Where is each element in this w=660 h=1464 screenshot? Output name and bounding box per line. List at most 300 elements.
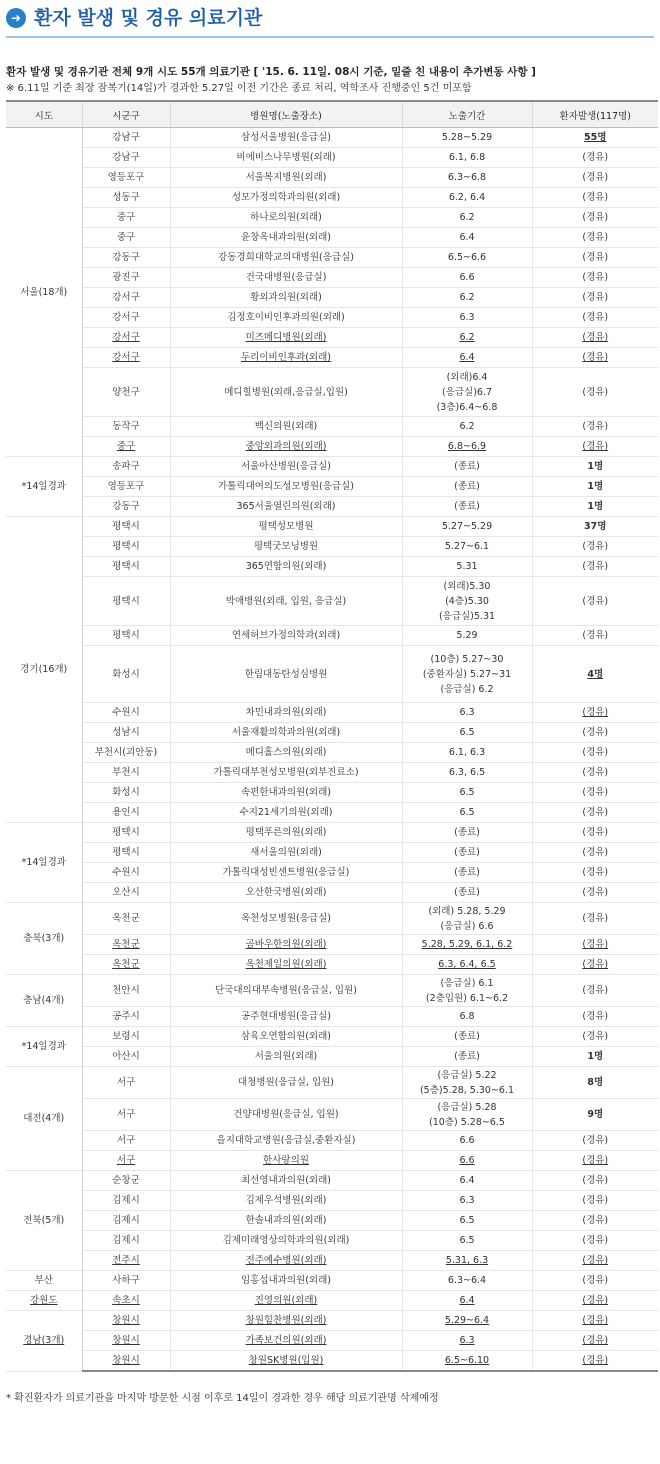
period-cell: 5.28, 5.29, 6.1, 6.2 [402, 935, 532, 955]
hospital-cell: 중앙외과의원(외래) [170, 437, 402, 457]
period-cell: 6.3, 6.5 [402, 763, 532, 783]
period-cell: 6.3 [402, 1191, 532, 1211]
hospital-cell: 전주예수병원(외래) [170, 1251, 402, 1271]
sigungu-cell: 강남구 [82, 148, 170, 168]
patients-cell: 1명 [532, 497, 658, 517]
period-cell: 6.6 [402, 268, 532, 288]
patients-cell: (경유) [532, 1271, 658, 1291]
period-cell: (종료) [402, 823, 532, 843]
hospital-cell: 가톨릭대성빈센트병원(응급실) [170, 863, 402, 883]
patients-cell: (경유) [532, 1231, 658, 1251]
sido-cell: 부산 [6, 1271, 82, 1291]
table-row [6, 128, 658, 148]
table-row [6, 368, 658, 417]
hospital-cell: 365서울열린의원(외래) [170, 497, 402, 517]
period-cell: 6.2 [402, 208, 532, 228]
hospital-cell: 메디힐병원(외래,응급실,입원) [170, 368, 402, 417]
sigungu-cell: 부천시(괴안동) [82, 743, 170, 763]
sigungu-cell: 창원시 [82, 1351, 170, 1372]
table-row [6, 477, 658, 497]
patients-cell: (경유) [532, 1131, 658, 1151]
period-cell: 6.3 [402, 1331, 532, 1351]
sigungu-cell: 송파구 [82, 457, 170, 477]
table-row [6, 1351, 658, 1372]
table-row [6, 248, 658, 268]
sigungu-cell: 화성시 [82, 646, 170, 703]
patients-cell: 37명 [532, 517, 658, 537]
period-cell: (응급실) 5.28 (10층) 5.28~6.5 [402, 1099, 532, 1131]
hospital-cell: 강동경희대학교의대병원(응급실) [170, 248, 402, 268]
table-row [6, 1211, 658, 1231]
sigungu-cell: 강서구 [82, 308, 170, 328]
patients-cell: (경유) [532, 935, 658, 955]
patients-cell: 1명 [532, 477, 658, 497]
sigungu-cell: 성동구 [82, 188, 170, 208]
sigungu-cell: 옥천군 [82, 935, 170, 955]
hospital-cell: 한림대동탄성심병원 [170, 646, 402, 703]
sigungu-cell: 평택시 [82, 823, 170, 843]
period-cell: (응급실) 5.22 (5층)5.28, 5.30~6.1 [402, 1067, 532, 1099]
sido-cell: *14일경과 [6, 1027, 82, 1067]
table-row [6, 723, 658, 743]
sigungu-cell: 창원시 [82, 1331, 170, 1351]
period-cell: 6.3~6.8 [402, 168, 532, 188]
patients-cell: (경유) [532, 288, 658, 308]
hospital-cell: 새서울의원(외래) [170, 843, 402, 863]
sigungu-cell: 중구 [82, 228, 170, 248]
page-title: 환자 발생 및 경유 의료기관 [34, 7, 263, 29]
patients-cell: (경유) [532, 1007, 658, 1027]
patients-cell: (경유) [532, 1171, 658, 1191]
sigungu-cell: 옥천군 [82, 955, 170, 975]
sigungu-cell: 창원시 [82, 1311, 170, 1331]
hospital-table [6, 100, 658, 1372]
period-cell: 6.8~6.9 [402, 437, 532, 457]
sido-cell: 강원도 [6, 1291, 82, 1311]
table-row [6, 537, 658, 557]
patients-cell: 4명 [532, 646, 658, 703]
patients-cell: (경유) [532, 955, 658, 975]
table-row [6, 188, 658, 208]
table-row [6, 763, 658, 783]
patients-cell: (경유) [532, 975, 658, 1007]
period-cell: (종료) [402, 457, 532, 477]
sigungu-cell: 오산시 [82, 883, 170, 903]
period-cell: 6.2 [402, 328, 532, 348]
hospital-cell: 삼육오연합의원(외래) [170, 1027, 402, 1047]
hospital-cell: 김제우석병원(외래) [170, 1191, 402, 1211]
period-cell: 6.4 [402, 228, 532, 248]
table-row [6, 1099, 658, 1131]
table-row [6, 626, 658, 646]
sigungu-cell: 옥천군 [82, 903, 170, 935]
period-cell: 6.2 [402, 417, 532, 437]
period-cell: 6.6 [402, 1151, 532, 1171]
table-row [6, 1191, 658, 1211]
sigungu-cell: 김제시 [82, 1231, 170, 1251]
table-row [6, 228, 658, 248]
hospital-cell: 대청병원(응급실, 입원) [170, 1067, 402, 1099]
table-row [6, 975, 658, 1007]
period-cell: 5.31, 6.3 [402, 1251, 532, 1271]
period-cell: 6.4 [402, 1171, 532, 1191]
sido-cell: 경남(3개) [6, 1311, 82, 1372]
patients-cell: (경유) [532, 208, 658, 228]
period-cell: 6.8 [402, 1007, 532, 1027]
sigungu-cell: 서구 [82, 1131, 170, 1151]
hospital-cell: 공주현대병원(응급실) [170, 1007, 402, 1027]
table-row [6, 1131, 658, 1151]
hospital-cell: 박애병원(외래, 입원, 응급실) [170, 577, 402, 626]
table-row [6, 646, 658, 703]
hospital-cell: 평택푸른의원(외래) [170, 823, 402, 843]
hospital-cell: 연세허브가정의학과(외래) [170, 626, 402, 646]
hospital-cell: 윤창옥내과의원(외래) [170, 228, 402, 248]
patients-cell: (경유) [532, 843, 658, 863]
patients-cell: (경유) [532, 577, 658, 626]
patients-cell: (경유) [532, 803, 658, 823]
hospital-cell: 옥천성모병원(응급실) [170, 903, 402, 935]
table-row [6, 457, 658, 477]
hospital-cell: 서울아산병원(응급실) [170, 457, 402, 477]
patients-cell: 1명 [532, 457, 658, 477]
period-cell: 6.5~6.10 [402, 1351, 532, 1372]
sigungu-cell: 김제시 [82, 1191, 170, 1211]
table-row [6, 1251, 658, 1271]
patients-cell: (경유) [532, 248, 658, 268]
sigungu-cell: 김제시 [82, 1211, 170, 1231]
table-row [6, 417, 658, 437]
table-row [6, 437, 658, 457]
sigungu-cell: 영등포구 [82, 168, 170, 188]
sido-cell: 충북(3개) [6, 903, 82, 975]
patients-cell: (경유) [532, 743, 658, 763]
title-divider [6, 36, 654, 38]
hospital-cell: 건국대병원(응급실) [170, 268, 402, 288]
hospital-cell: 서울복지병원(외래) [170, 168, 402, 188]
table-row [6, 703, 658, 723]
sigungu-cell: 영등포구 [82, 477, 170, 497]
table-row [6, 1007, 658, 1027]
table-body [6, 128, 658, 1372]
hospital-cell: 비에비스나무병원(외래) [170, 148, 402, 168]
table-row [6, 348, 658, 368]
table-row [6, 1311, 658, 1331]
table-row [6, 903, 658, 935]
period-cell: 6.2, 6.4 [402, 188, 532, 208]
sigungu-cell: 양천구 [82, 368, 170, 417]
patients-cell: (경유) [532, 1151, 658, 1171]
period-cell: 5.29 [402, 626, 532, 646]
table-row [6, 268, 658, 288]
sigungu-cell: 서구 [82, 1099, 170, 1131]
period-cell: 6.3~6.4 [402, 1271, 532, 1291]
period-cell: 6.3 [402, 703, 532, 723]
sido-cell: 전북(5개) [6, 1171, 82, 1271]
sigungu-cell: 평택시 [82, 557, 170, 577]
patients-cell: (경유) [532, 417, 658, 437]
hospital-cell: 황외과의원(외래) [170, 288, 402, 308]
table-row [6, 955, 658, 975]
patients-cell: (경유) [532, 1351, 658, 1372]
hospital-cell: 성모가정의학과의원(외래) [170, 188, 402, 208]
period-cell: (외래)6.4 (응급실)6.7 (3층)6.4~6.8 [402, 368, 532, 417]
table-header-row [6, 101, 658, 128]
table-row [6, 497, 658, 517]
table-row [6, 883, 658, 903]
period-cell: 6.6 [402, 1131, 532, 1151]
table-row [6, 168, 658, 188]
footnote: * 확진환자가 의료기관을 마지막 방문한 시점 이후로 14일이 경과한 경우 해당 의료기관명 삭제예정 [6, 1393, 439, 1404]
patients-cell: (경유) [532, 723, 658, 743]
hospital-cell: 임홍섭내과의원(외래) [170, 1271, 402, 1291]
sigungu-cell: 속초시 [82, 1291, 170, 1311]
header-sido: 시도 [6, 101, 82, 128]
sigungu-cell: 강남구 [82, 128, 170, 148]
header-hospital: 병원명(노출장소) [170, 101, 402, 128]
hospital-cell: 수지21세기의원(외래) [170, 803, 402, 823]
sido-cell: 충남(4개) [6, 975, 82, 1027]
period-cell: 6.4 [402, 1291, 532, 1311]
sigungu-cell: 보령시 [82, 1027, 170, 1047]
patients-cell: (경유) [532, 1027, 658, 1047]
period-cell: 5.31 [402, 557, 532, 577]
sigungu-cell: 부천시 [82, 763, 170, 783]
hospital-cell: 서울의원(외래) [170, 1047, 402, 1067]
patients-cell: (경유) [532, 148, 658, 168]
patients-cell: (경유) [532, 1291, 658, 1311]
patients-cell: 1명 [532, 1047, 658, 1067]
patients-cell: (경유) [532, 823, 658, 843]
hospital-cell: 김정호이비인후과의원(외래) [170, 308, 402, 328]
hospital-cell: 최선영내과의원(외래) [170, 1171, 402, 1191]
table-row [6, 823, 658, 843]
sido-cell: *14일경과 [6, 457, 82, 517]
sigungu-cell: 화성시 [82, 783, 170, 803]
sigungu-cell: 중구 [82, 437, 170, 457]
sigungu-cell: 서구 [82, 1067, 170, 1099]
patients-cell: 9명 [532, 1099, 658, 1131]
table-row [6, 803, 658, 823]
period-cell: (종료) [402, 1027, 532, 1047]
patients-cell: (경유) [532, 863, 658, 883]
hospital-cell: 건양대병원(응급실, 입원) [170, 1099, 402, 1131]
sido-cell: *14일경과 [6, 823, 82, 903]
period-cell: 6.5~6.6 [402, 248, 532, 268]
patients-cell: (경유) [532, 883, 658, 903]
sigungu-cell: 공주시 [82, 1007, 170, 1027]
period-cell: (외래)5.30 (4층)5.30 (응급실)5.31 [402, 577, 532, 626]
sido-cell: 서울(18개) [6, 128, 82, 457]
sigungu-cell: 수원시 [82, 863, 170, 883]
table-row [6, 935, 658, 955]
header-sigungu: 시군구 [82, 101, 170, 128]
period-cell: (종료) [402, 1047, 532, 1067]
sigungu-cell: 강동구 [82, 248, 170, 268]
hospital-cell: 속편한내과의원(외래) [170, 783, 402, 803]
patients-cell: (경유) [532, 348, 658, 368]
hospital-cell: 하나로의원(외래) [170, 208, 402, 228]
table-row [6, 328, 658, 348]
sigungu-cell: 중구 [82, 208, 170, 228]
table-row [6, 1331, 658, 1351]
table-row [6, 517, 658, 537]
period-cell: 6.3, 6.4, 6.5 [402, 955, 532, 975]
sigungu-cell: 평택시 [82, 517, 170, 537]
period-cell: 6.5 [402, 783, 532, 803]
sigungu-cell: 평택시 [82, 577, 170, 626]
hospital-cell: 단국대의대부속병원(응급실, 입원) [170, 975, 402, 1007]
table-row [6, 1027, 658, 1047]
table-row [6, 1171, 658, 1191]
table-row [6, 1151, 658, 1171]
hospital-cell: 평택굿모닝병원 [170, 537, 402, 557]
period-cell: (응급실) 6.1 (2층입원) 6.1~6.2 [402, 975, 532, 1007]
hospital-cell: 진영의원(외래) [170, 1291, 402, 1311]
sigungu-cell: 평택시 [82, 843, 170, 863]
patients-cell: (경유) [532, 368, 658, 417]
hospital-cell: 평택성모병원 [170, 517, 402, 537]
sigungu-cell: 전주시 [82, 1251, 170, 1271]
header-patients: 환자발생(117명) [532, 101, 658, 128]
period-cell: 6.2 [402, 288, 532, 308]
sigungu-cell: 강서구 [82, 288, 170, 308]
period-cell: 6.5 [402, 1231, 532, 1251]
patients-cell: (경유) [532, 1331, 658, 1351]
sigungu-cell: 서구 [82, 1151, 170, 1171]
period-cell: 5.27~5.29 [402, 517, 532, 537]
table-row [6, 208, 658, 228]
hospital-cell: 삼성서울병원(응급실) [170, 128, 402, 148]
patients-cell: (경유) [532, 328, 658, 348]
hospital-cell: 가톨릭대부천성모병원(외부진료소) [170, 763, 402, 783]
table-row [6, 843, 658, 863]
period-cell: (10층) 5.27~30 (중환자실) 5.27~31 (응급실) 6.2 [402, 646, 532, 703]
period-cell: 5.29~6.4 [402, 1311, 532, 1331]
period-cell: (종료) [402, 843, 532, 863]
patients-cell: (경유) [532, 763, 658, 783]
page-header [6, 4, 654, 38]
hospital-cell: 서울재활의학과의원(외래) [170, 723, 402, 743]
hospital-cell: 365연합의원(외래) [170, 557, 402, 577]
patients-cell: (경유) [532, 626, 658, 646]
table-row [6, 1047, 658, 1067]
patients-cell: (경유) [532, 268, 658, 288]
sigungu-cell: 광진구 [82, 268, 170, 288]
patients-cell: 55명 [532, 128, 658, 148]
hospital-cell: 백신의원(외래) [170, 417, 402, 437]
hospital-cell: 가톨릭대여의도성모병원(응급실) [170, 477, 402, 497]
hospital-cell: 창원힘찬병원(외래) [170, 1311, 402, 1331]
patients-cell: 8명 [532, 1067, 658, 1099]
sigungu-cell: 천안시 [82, 975, 170, 1007]
table-row [6, 148, 658, 168]
period-cell: 6.5 [402, 723, 532, 743]
period-cell: 6.1, 6.8 [402, 148, 532, 168]
patients-cell: (경유) [532, 228, 658, 248]
sido-cell: 대전(4개) [6, 1067, 82, 1171]
hospital-cell: 미즈메디병원(외래) [170, 328, 402, 348]
summary-line: 환자 발생 및 경유기관 전체 9개 시도 55개 의료기관 [ '15. 6. 11일. 08시 기준, 밑줄 친 내용이 추가변동 사항 ] [6, 66, 536, 78]
header-period: 노출기간 [402, 101, 532, 128]
period-cell: 6.1, 6.3 [402, 743, 532, 763]
hospital-cell: 옥천제일의원(외래) [170, 955, 402, 975]
arrow-right-circle-icon: ➜ [6, 8, 26, 28]
table-row [6, 783, 658, 803]
table-row [6, 288, 658, 308]
table-row [6, 577, 658, 626]
patients-cell: (경유) [532, 437, 658, 457]
period-cell: (종료) [402, 477, 532, 497]
patients-cell: (경유) [532, 308, 658, 328]
period-cell: (종료) [402, 863, 532, 883]
sigungu-cell: 사하구 [82, 1271, 170, 1291]
table-row [6, 1231, 658, 1251]
period-cell: 5.28~5.29 [402, 128, 532, 148]
patients-cell: (경유) [532, 903, 658, 935]
table-row [6, 1067, 658, 1099]
patients-cell: (경유) [532, 1191, 658, 1211]
note-line: ※ 6.11일 기준 최장 잠복기(14일)가 경과한 5.27일 이전 기간은 종료 처리, 역학조사 진행중인 5건 미포함 [6, 83, 472, 94]
hospital-cell: 곰바우한의원(외래) [170, 935, 402, 955]
sigungu-cell: 강서구 [82, 328, 170, 348]
hospital-cell: 김제미래영상의학과의원(외래) [170, 1231, 402, 1251]
table-row [6, 743, 658, 763]
hospital-cell: 가족보건의원(외래) [170, 1331, 402, 1351]
sigungu-cell: 수원시 [82, 703, 170, 723]
period-cell: 6.5 [402, 1211, 532, 1231]
sigungu-cell: 순창군 [82, 1171, 170, 1191]
sigungu-cell: 용인시 [82, 803, 170, 823]
period-cell: 5.27~6.1 [402, 537, 532, 557]
patients-cell: (경유) [532, 1251, 658, 1271]
period-cell: 6.5 [402, 803, 532, 823]
patients-cell: (경유) [532, 188, 658, 208]
table-row [6, 308, 658, 328]
patients-cell: (경유) [532, 1311, 658, 1331]
period-cell: 6.3 [402, 308, 532, 328]
period-cell: (외래) 5.28, 5.29 (응급실) 6.6 [402, 903, 532, 935]
patients-cell: (경유) [532, 537, 658, 557]
patients-cell: (경유) [532, 1211, 658, 1231]
sigungu-cell: 동작구 [82, 417, 170, 437]
hospital-cell: 한사랑의원 [170, 1151, 402, 1171]
hospital-cell: 메디홀스의원(외래) [170, 743, 402, 763]
sigungu-cell: 강동구 [82, 497, 170, 517]
patients-cell: (경유) [532, 557, 658, 577]
hospital-cell: 창원SK병원(입원) [170, 1351, 402, 1372]
table-row [6, 1271, 658, 1291]
sigungu-cell: 평택시 [82, 626, 170, 646]
patients-cell: (경유) [532, 703, 658, 723]
period-cell: (종료) [402, 497, 532, 517]
patients-cell: (경유) [532, 168, 658, 188]
table-row [6, 557, 658, 577]
hospital-cell: 을지대학교병원(응급실,중환자실) [170, 1131, 402, 1151]
sigungu-cell: 평택시 [82, 537, 170, 557]
patients-cell: (경유) [532, 783, 658, 803]
sigungu-cell: 강서구 [82, 348, 170, 368]
hospital-cell: 차민내과의원(외래) [170, 703, 402, 723]
hospital-cell: 오산한국병원(외래) [170, 883, 402, 903]
table-row [6, 1291, 658, 1311]
sido-cell: 경기(16개) [6, 517, 82, 823]
table-row [6, 863, 658, 883]
hospital-cell: 두리이비인후과(외래) [170, 348, 402, 368]
period-cell: (종료) [402, 883, 532, 903]
sigungu-cell: 아산시 [82, 1047, 170, 1067]
sigungu-cell: 성남시 [82, 723, 170, 743]
